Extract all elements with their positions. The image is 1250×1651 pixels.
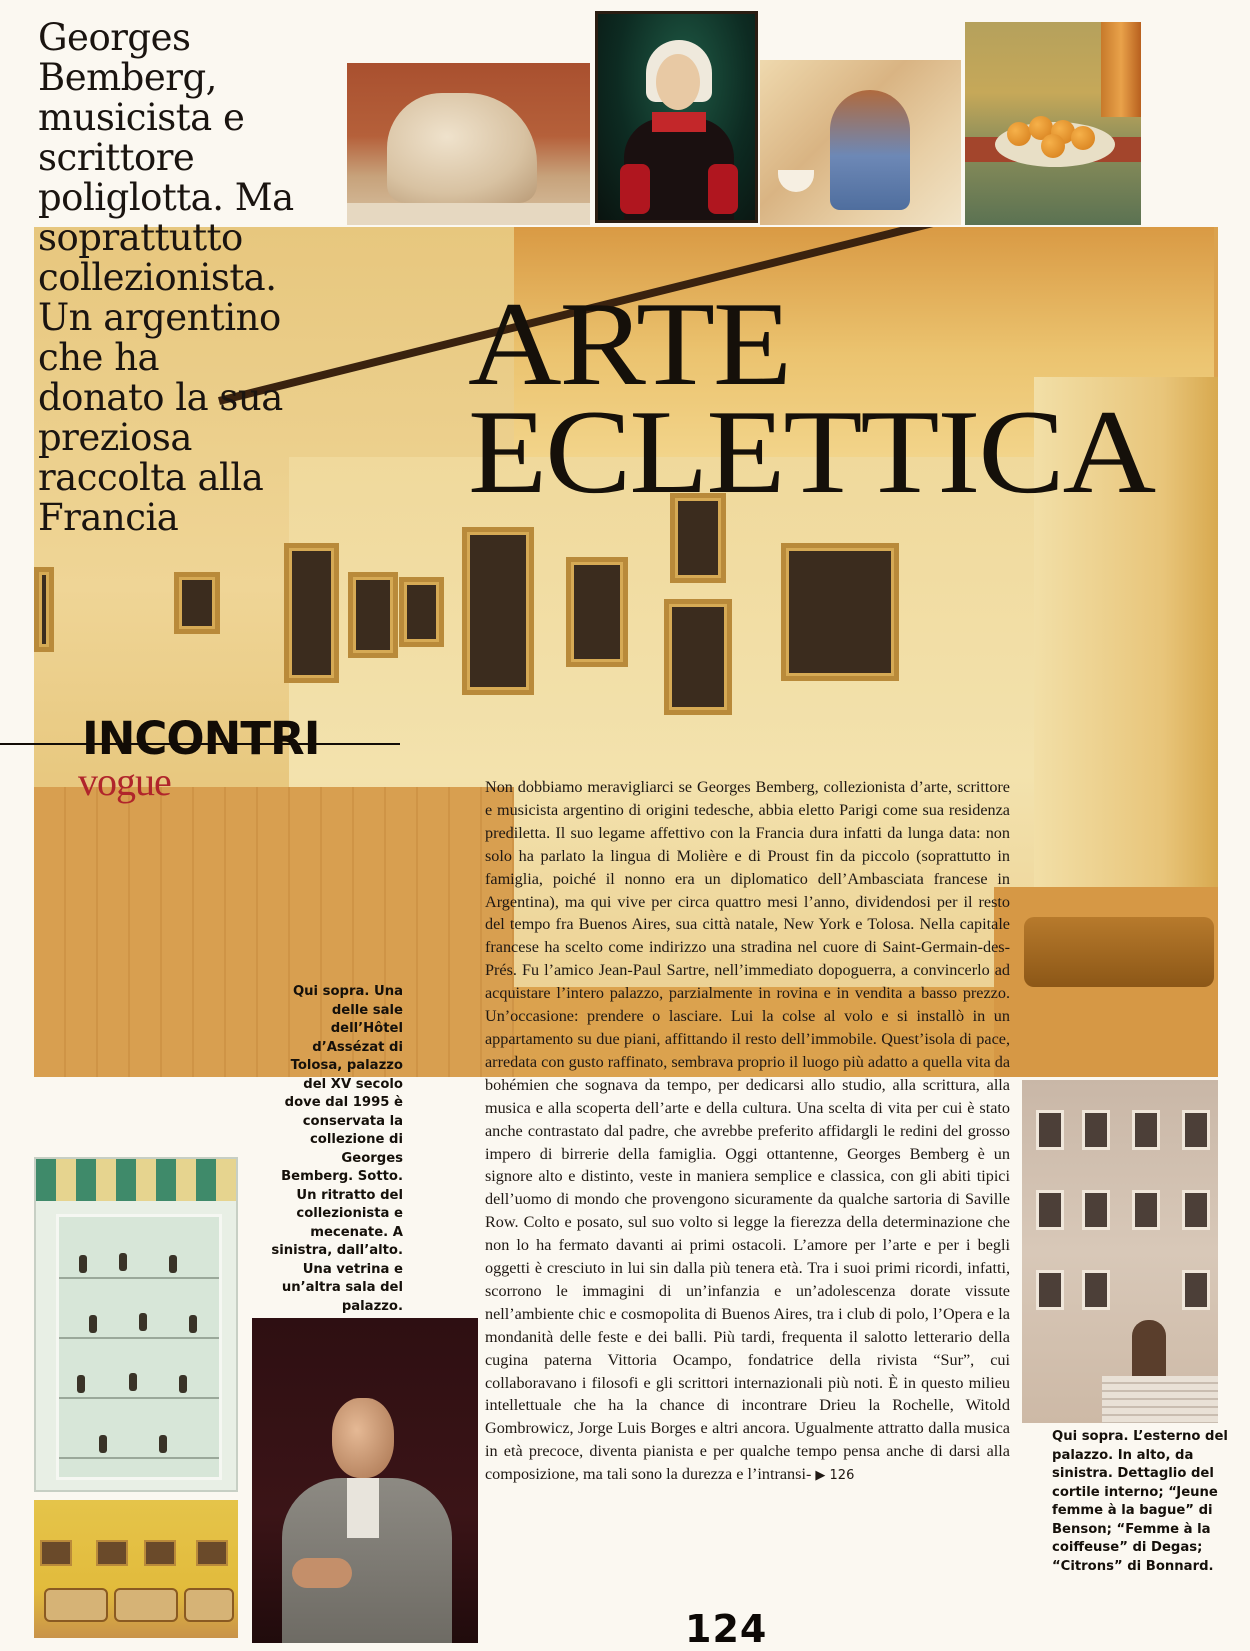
- caption-right: Qui sopra. L’esterno del palazzo. In alto, da sinistra. Dettaglio del cortile interno; “Jeune femme à la bague” di Benson; “Femme à la coiffeuse” di Degas; “Citrons” di Bonnard.: [1052, 1429, 1228, 1574]
- vitrine-photo: [34, 1157, 238, 1492]
- headline-line: donato la sua: [38, 376, 283, 419]
- article-title: [468, 277, 1155, 518]
- headline-line: musicista e: [38, 96, 245, 139]
- headline: [38, 18, 338, 538]
- headline-line: preziosa: [38, 416, 192, 459]
- section-label: INCONTRI: [82, 712, 320, 765]
- palace-exterior-photo: [1022, 1080, 1218, 1423]
- salon-photo: [34, 1500, 238, 1638]
- headline-line: scrittore: [38, 136, 195, 179]
- page-number: 124: [685, 1607, 768, 1651]
- benson-portrait-photo: [595, 11, 758, 223]
- headline-line: Un argentino: [38, 296, 281, 339]
- headline-line: soprattutto: [38, 216, 243, 259]
- continued-marker: ▶ 126: [815, 1468, 855, 1484]
- courtyard-lion-photo: [347, 63, 590, 225]
- headline-line: Georges: [38, 16, 191, 59]
- headline-line: raccolta alla: [38, 456, 264, 499]
- bonnard-citrons-photo: [965, 22, 1141, 225]
- body-text: Non dobbiamo meravigliarci se Georges Bemberg, collezionista d’arte, scrittore e musicista argentino di origini tedesche, abbia eletto Parigi come sua residenza prediletta. Il suo legame affettivo con la Francia dura infatti da lunga data: non solo ha parlato la lingua di Molière e di Proust fin da piccolo (soprattutto in famiglia, poiché il nonno era un diplomatico dell’Ambasciata francese in Argentina), ma qui vive per circa quattro mesi l’anno, dividendosi per il resto del tempo fra Buenos Aires, sua città natale, New York e Tolosa. Nella capitale francese ha scelto come indirizzo una stradina nel cuore di Saint-Germain-des-Prés. Fu l’amico Jean-Paul Sartre, nell’immediato dopoguerra, a convincerlo ad acquistare l’intero palazzo, parzialmente in rovina e in vendita a basso prezzo. Un’occasione: prendere o lasciare. Lui la colse al volo e si installò in un appartamento su due piani, affittando il resto dell’immobile. Quest’isola di pace, arredata con gusto raffinato, sembrava proprio il luogo più adatto a quella vita da bohémien che sognava da tempo, per dedicarsi allo studio, alla scrittura, alla musica e alla scoperta dell’arte e della cultura. Una scelta di vita per cui è stato anche contrastato dal padre, che avrebbe preferito affidargli le redini del grosso impero di birrerie della famiglia. Oggi ottantenne, Georges Bemberg è un signore alto e distinto, veste in maniera semplice e classica, con gli abiti tipici dell’uomo di mondo che provengono sicuramente da qualche sartoria di Saville Row. Colto e posato, sul suo volto si legge la fierezza della determinazione che non lo ha fermato davanti ai primi ostacoli. L’amore per l’arte e per i begli oggetti è cresciuto in lui sin dalla più tenera età. Tra i suoi primi ricordi, infatti, scorrono le immagini di un’infanzia e un’adolescenza dorate vissute nell’ambiente chic e cosmopolita di Buenos Aires, tra i club di polo, l’Opera e la mondanità delle feste e dei balli. Più tardi, frequenta il salotto letterario della cugina paterna Vittoria Ocampo, fondatrice della rivista “Sur”, cui collaboravano i filosofi e gli scrittori internazionali più noti. È in questo milieu intellettuale che ha la chance di incontrare Drieu la Rochelle, Witold Gombrowicz, Jorge Luis Borges e altri ancora. Ugualmente attratto dalla musica in età precoce, diventa pianista e per qualche tempo pensa anche di darsi alla composizione, ma tali sono la durezza e l’intransi-: [485, 778, 1010, 1484]
- degas-painting-photo: [760, 60, 961, 225]
- headline-line: Bemberg,: [38, 56, 217, 99]
- caption-left: Qui sopra. Una delle sale dell’Hôtel d’Assézat di Tolosa, palazzo del XV secolo dove dal 1995 è conservata la collezione di Georges Bemberg. Sotto. Un ritratto del collezionista e mecenate. A sinistra, dall’alto. Una vetrina e un’altra sala del palazzo.: [271, 984, 403, 1314]
- headline-line: che ha: [38, 336, 160, 379]
- article-body: [485, 776, 1010, 1591]
- brand-logo: vogue: [78, 759, 171, 804]
- headline-line: Francia: [38, 496, 179, 539]
- headline-line: collezionista.: [38, 256, 277, 299]
- title-line-1: ARTE: [468, 277, 790, 410]
- headline-line: poliglotta. Ma: [38, 176, 294, 219]
- title-line-2: ECLETTICA: [468, 385, 1155, 518]
- bemberg-portrait-photo: [252, 1318, 478, 1643]
